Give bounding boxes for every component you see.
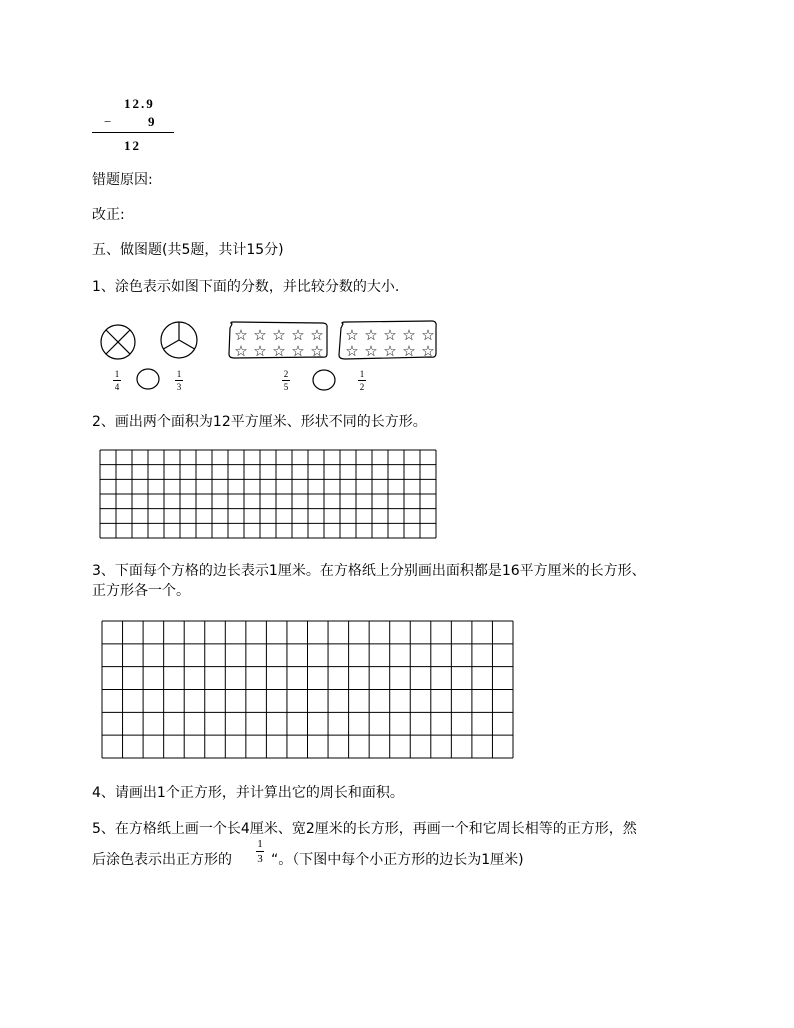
calc-subtrahend: 9 [148,114,157,129]
fraction-numerator: 1 [114,369,120,379]
q3-text-line1: 3、下面每个方格的边长表示1厘米。在方格纸上分别画出面积都是16平方厘米的长方形、 [92,563,646,579]
star-icon[interactable]: ☆ [383,326,397,344]
star-icon[interactable]: ☆ [364,326,378,344]
fraction-one-third [174,369,184,392]
star-icon[interactable]: ☆ [272,342,286,360]
fraction-denominator: 3 [176,382,182,392]
q1-text: 1、涂色表示如图下面的分数，并比较分数的大小. [92,279,400,295]
q1-figure [0,300,794,420]
fraction-denominator: 2 [359,382,365,392]
star-icon[interactable]: ☆ [253,342,267,360]
q5-text-line2-pre: 后涂色表示出正方形的 [92,852,232,868]
q2-text: 2、画出两个面积为12平方厘米、形状不同的长方形。 [92,414,427,430]
star-icon[interactable]: ☆ [272,326,286,344]
star-icon[interactable]: ☆ [253,326,267,344]
error-reason-label: 错题原因: [92,172,153,188]
star-icon[interactable]: ☆ [364,342,378,360]
calc-divider-line [92,132,174,133]
fraction-numerator: 1 [257,838,263,850]
fraction-denominator: 3 [257,853,263,865]
calc-minus-sign: − [104,114,114,129]
star-icon[interactable]: ☆ [291,342,305,360]
fraction-numerator: 1 [359,369,365,379]
circle-quarters [101,325,135,359]
q5-text-line2-post: “。（下图中每个小正方形的边长为1厘米) [271,852,524,868]
star-icon[interactable]: ☆ [421,342,435,360]
calc-result: 12 [124,138,141,153]
calc-top-number: 12.9 [124,96,155,111]
star-icon[interactable]: ☆ [421,326,435,344]
fraction-two-fifths [281,369,291,392]
correction-label: 改正: [92,207,125,223]
q2-grid[interactable] [100,450,440,540]
fraction-numerator: 1 [176,369,182,379]
star-icon[interactable]: ☆ [402,342,416,360]
compare-circle-2[interactable] [313,370,335,390]
star-icon[interactable]: ☆ [345,342,359,360]
star-icon[interactable]: ☆ [310,326,324,344]
star-icon[interactable]: ☆ [310,342,324,360]
circle-thirds [161,322,197,358]
q5-fraction-one-third [255,838,265,865]
fraction-one-quarter [112,369,122,392]
q3-grid[interactable] [102,621,518,761]
star-icon[interactable]: ☆ [291,326,305,344]
star-icon[interactable]: ☆ [383,342,397,360]
fraction-denominator: 4 [114,382,120,392]
compare-circle-1[interactable] [137,369,159,389]
star-icon[interactable]: ☆ [234,342,248,360]
q3-text-line2: 正方形各一个。 [92,583,190,599]
star-icon[interactable]: ☆ [345,326,359,344]
q5-text-line1: 5、在方格纸上画一个长4厘米、宽2厘米的长方形，再画一个和它周长相等的正方形，然 [92,821,637,837]
section-title: 五、做图题(共5题，共计15分) [92,242,284,258]
fraction-one-half [357,369,367,392]
stars-group [234,326,434,360]
fraction-numerator: 2 [283,369,289,379]
star-icon[interactable]: ☆ [402,326,416,344]
star-icon[interactable]: ☆ [234,326,248,344]
fraction-denominator: 5 [283,382,289,392]
q4-text: 4、请画出1个正方形，并计算出它的周长和面积。 [92,785,404,801]
